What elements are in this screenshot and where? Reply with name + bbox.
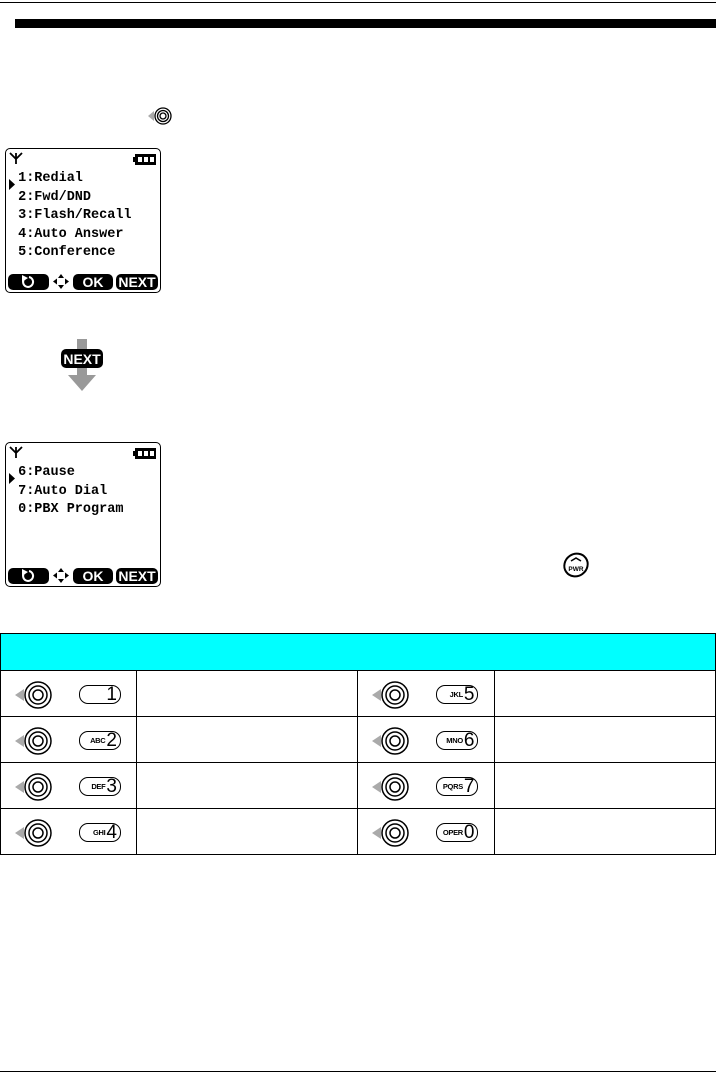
antenna-icon <box>9 446 23 459</box>
back-softkey[interactable] <box>8 274 49 290</box>
menu-item[interactable]: 4:Auto Answer <box>10 226 124 242</box>
header-bar <box>15 19 716 28</box>
description-cell <box>494 671 715 717</box>
ok-softkey[interactable]: OK <box>73 568 113 584</box>
battery-icon <box>133 448 157 459</box>
description-cell <box>494 763 715 809</box>
key-cell <box>358 671 494 717</box>
menu-item[interactable]: 3:Flash/Recall <box>10 208 132 223</box>
dial-key-2[interactable]: ABC 2 <box>79 731 121 750</box>
key-cell <box>358 809 494 855</box>
menu-item[interactable]: 7:Auto Dial <box>10 483 108 499</box>
ok-softkey[interactable]: OK <box>73 274 113 290</box>
menu-list <box>10 170 132 263</box>
soft-key-bar <box>8 567 158 584</box>
menu-item[interactable]: 2:Fwd/DND <box>10 189 92 205</box>
dial-key-7[interactable]: PQRS 7 <box>436 777 478 796</box>
dial-key-6[interactable]: MNO 6 <box>436 731 478 750</box>
back-icon <box>21 569 37 583</box>
table-row <box>1 763 716 809</box>
handset-screen-2 <box>5 442 161 587</box>
jog-dial-icon <box>146 105 174 127</box>
jog-dial-icon <box>371 816 411 850</box>
table-row <box>1 671 716 717</box>
handset-screen-1 <box>5 148 161 293</box>
jog-dial-icon <box>14 770 54 804</box>
description-cell <box>137 671 358 717</box>
top-rule <box>0 2 716 3</box>
power-key-icon <box>562 551 590 579</box>
menu-item[interactable]: 1:Redial <box>10 171 83 186</box>
description-cell <box>494 809 715 855</box>
battery-icon <box>133 154 157 165</box>
table-row <box>1 809 716 855</box>
dial-key-1[interactable]: 1 <box>79 685 121 704</box>
description-cell <box>137 717 358 763</box>
svg-text:PWR: PWR <box>568 566 584 573</box>
key-table <box>0 633 716 855</box>
next-softkey[interactable]: NEXT <box>116 274 158 290</box>
key-cell <box>358 717 494 763</box>
antenna-icon <box>9 152 23 165</box>
menu-list <box>10 464 123 520</box>
dial-key-3[interactable]: DEF 3 <box>79 777 121 796</box>
jog-dial-icon <box>371 724 411 758</box>
jog-dial-icon <box>14 724 54 758</box>
jog-dial-icon <box>14 678 54 712</box>
next-label: NEXT <box>61 349 103 368</box>
jog-dial-icon <box>14 816 54 850</box>
dial-key-0[interactable]: OPER 0 <box>436 823 478 842</box>
key-cell <box>358 763 494 809</box>
key-cell <box>1 763 137 809</box>
menu-item[interactable]: 5:Conference <box>10 245 116 260</box>
key-cell <box>1 671 137 717</box>
key-cell <box>1 717 137 763</box>
soft-key-bar <box>8 273 158 290</box>
bottom-rule <box>0 1071 716 1072</box>
table-header <box>1 634 716 671</box>
navigator-icon <box>52 567 70 584</box>
back-icon <box>21 275 37 289</box>
dial-key-4[interactable]: GHI 4 <box>79 823 121 842</box>
description-cell <box>494 717 715 763</box>
description-cell <box>137 763 358 809</box>
key-cell <box>1 809 137 855</box>
next-softkey[interactable]: NEXT <box>116 568 158 584</box>
description-cell <box>137 809 358 855</box>
menu-item[interactable]: 6:Pause <box>10 465 75 480</box>
dial-key-5[interactable]: JKL 5 <box>436 685 478 704</box>
back-softkey[interactable] <box>8 568 49 584</box>
navigator-icon <box>52 273 70 290</box>
table-row <box>1 717 716 763</box>
jog-dial-icon <box>371 770 411 804</box>
jog-dial-icon <box>371 678 411 712</box>
menu-item[interactable]: 0:PBX Program <box>10 502 124 517</box>
